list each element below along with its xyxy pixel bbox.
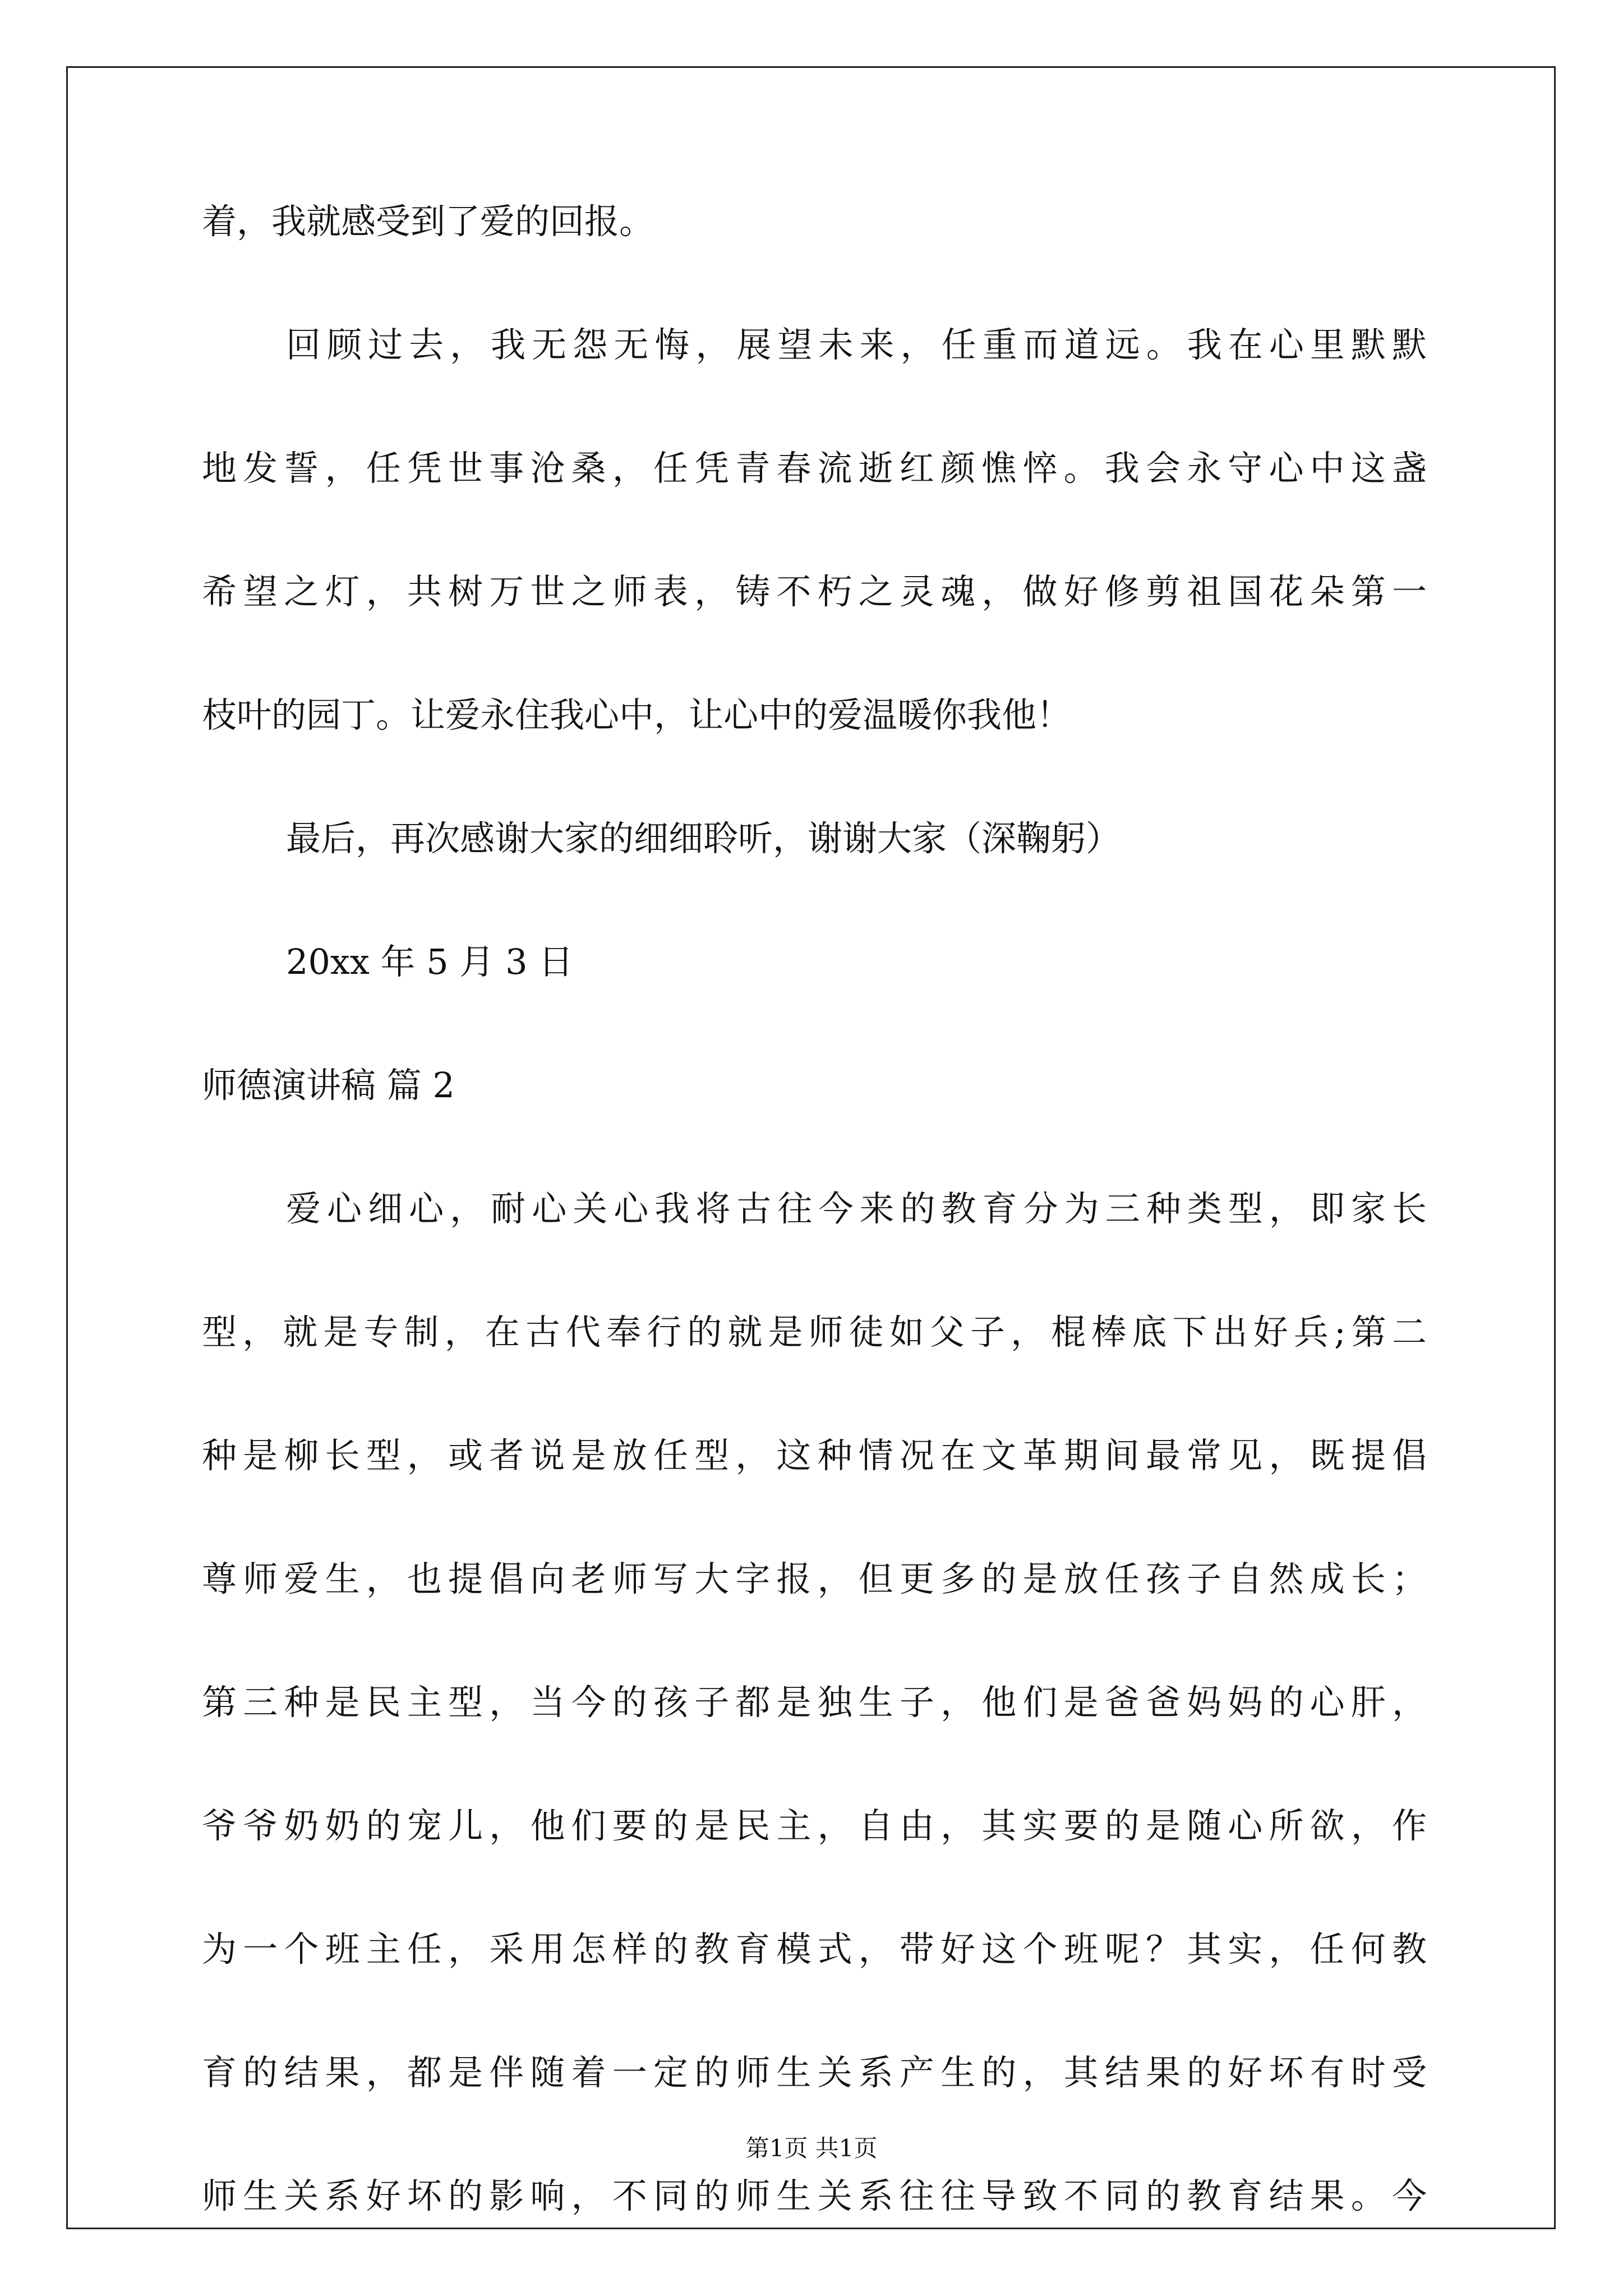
page-border (66, 66, 1556, 2229)
text-line: 爷爷奶奶的宠儿，他们要的是民主，自由，其实要的是随心所欲，作 (202, 1805, 1427, 1846)
text-line: 地发誓，任凭世事沧桑，任凭青春流逝红颜憔悴。我会永守心中这盏 (202, 448, 1427, 489)
text-line: 为一个班主任，采用怎样的教育模式，带好这个班呢？其实，任何教 (202, 1929, 1427, 1970)
text-line: 育的结果，都是伴随着一定的师生关系产生的，其结果的好坏有时受 (202, 2052, 1427, 2093)
page-footer: 第1页 共1页 (745, 2134, 878, 2162)
date-line: 20xx 年 5 月 3 日 (286, 941, 574, 982)
text-line: 回顾过去，我无怨无悔，展望未来，任重而道远。我在心里默默 (286, 324, 1427, 365)
text-line: 希望之灯，共树万世之师表，铸不朽之灵魂，做好修剪祖国花朵第一 (202, 571, 1427, 612)
text-line: 第三种是民主型，当今的孩子都是独生子，他们是爸爸妈妈的心肝， (202, 1682, 1427, 1723)
text-line: 枝叶的园丁。让爱永住我心中，让心中的爱温暖你我他！ (202, 694, 1072, 735)
text-line: 着，我就感受到了爱的回报。 (202, 201, 654, 242)
text-line: 尊师爱生，也提倡向老师写大字报，但更多的是放任孩子自然成长； (202, 1558, 1427, 1599)
text-line: 最后，再次感谢大家的细细聆听，谢谢大家（深鞠躬） (286, 818, 1121, 859)
text-line: 爱心细心，耐心关心我将古往今来的教育分为三种类型，即家长 (286, 1188, 1427, 1229)
text-line: 种是柳长型，或者说是放任型，这种情况在文革期间最常见，既提倡 (202, 1435, 1427, 1476)
text-line: 型，就是专制，在古代奉行的就是师徒如父子，棍棒底下出好兵;第二 (202, 1312, 1427, 1352)
text-line: 师生关系好坏的影响，不同的师生关系往往导致不同的教育结果。今 (202, 2175, 1427, 2216)
section-heading: 师德演讲稿 篇 2 (202, 1065, 455, 1106)
